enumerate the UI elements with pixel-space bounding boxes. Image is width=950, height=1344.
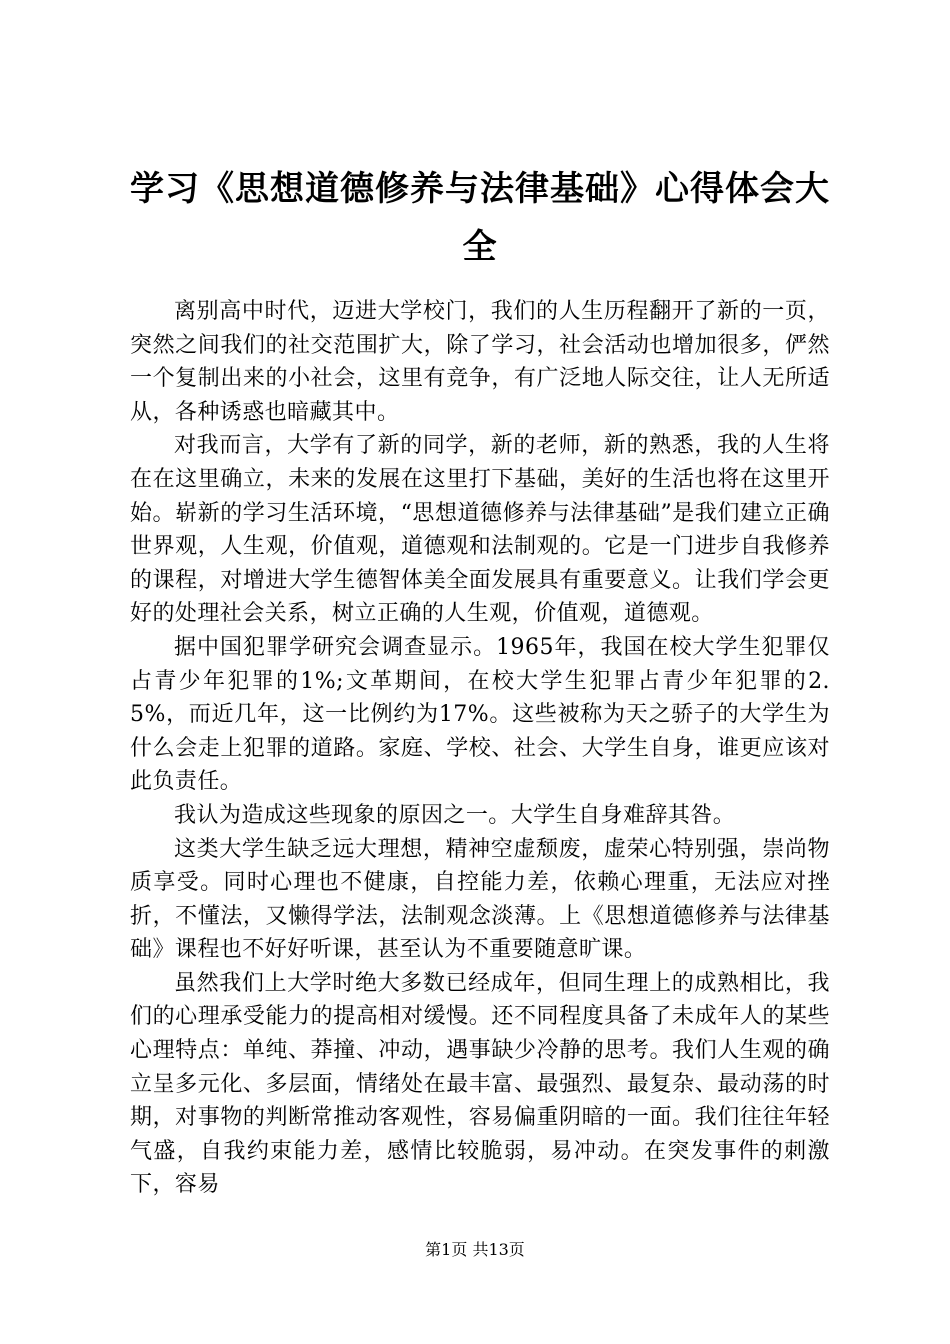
document-title: 学习《思想道德修养与法律基础》心得体会大全 — [130, 169, 830, 267]
paragraph-1: 离别高中时代，迈进大学校门，我们的人生历程翻开了新的一页，突然之间我们的社交范围扩大，除了学习，社会活动也增加很多，俨然一个复制出来的小社会，这里有竞争，有广泛地人际交往，让人无所适从，各种诱惑也暗藏其中。 — [130, 299, 830, 425]
paragraph-2: 对我而言，大学有了新的同学，新的老师，新的熟悉，我的人生将在在这里确立，未来的发展在这里打下基础，美好的生活也将在这里开始。崭新的学习生活环境，“思想道德修养与法律基础”是我们建立正确世界观，人生观，价值观，道德观和法制观的。它是一门进步自我修养的课程，对增进大学生德智体美全面发展具有重要意义。让我们学会更好的处理社会关系，树立正确的人生观，价值观，道德观。 — [130, 433, 830, 627]
paragraph-6: 虽然我们上大学时绝大多数已经成年，但同生理上的成熟相比，我们的心理承受能力的提高相对缓慢。还不同程度具备了未成年人的某些心理特点：单纯、莽撞、冲动，遇事缺少冷静的思考。我们人生观的确立呈多元化、多层面，情绪处在最丰富、最强烈、最复杂、最动荡的时期，对事物的判断常推动客观性，容易偏重阴暗的一面。我们往往年轻气盛，自我约束能力差，感情比较脆弱，易冲动。在突发事件的刺激下，容易 — [130, 970, 830, 1198]
paragraph-3: 据中国犯罪学研究会调查显示。1965年，我国在校大学生犯罪仅占青少年犯罪的1%;文革期间，在校大学生犯罪占青少年犯罪的2.5%，而近几年，这一比例约为17%。这些被称为天之骄子的大学生为什么会走上犯罪的道路。家庭、学校、社会、大学生自身，谁更应该对此负责任。 — [130, 634, 830, 795]
paragraph-5: 这类大学生缺乏远大理想，精神空虚颓废，虚荣心特别强，崇尚物质享受。同时心理也不健康，自控能力差，依赖心理重，无法应对挫折，不懂法，又懒得学法，法制观念淡薄。上《思想道德修养与法律基础》课程也不好好听课，甚至认为不重要随意旷课。 — [130, 836, 830, 963]
document-body — [130, 295, 830, 1202]
page-footer: 第1页 共13页 — [425, 1240, 525, 1259]
paragraph-4: 我认为造成这些现象的原因之一。大学生自身难辞其咎。 — [174, 802, 736, 828]
